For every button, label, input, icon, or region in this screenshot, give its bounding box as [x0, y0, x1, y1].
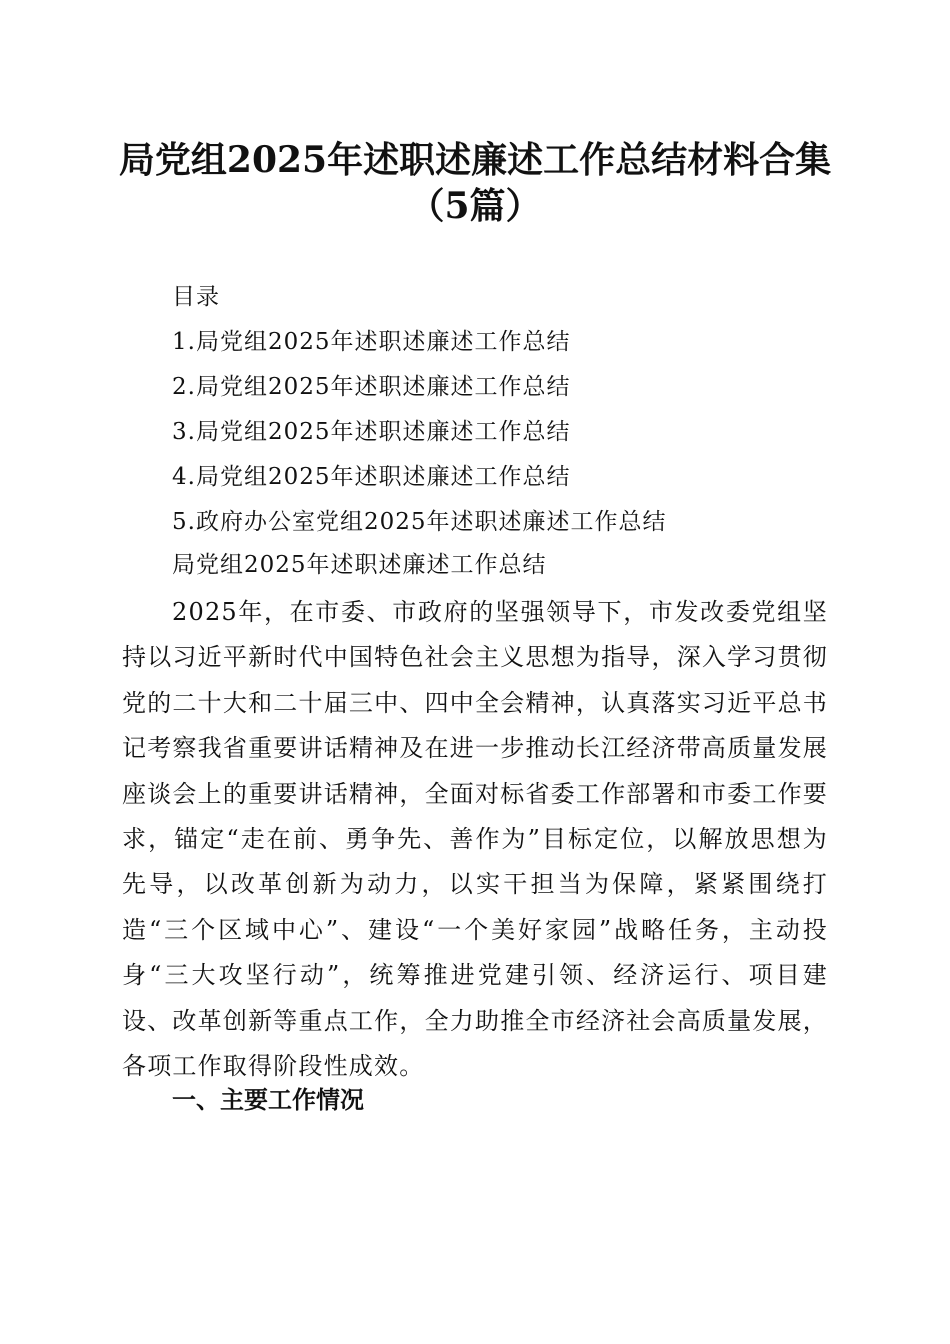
- toc-item: 2.局党组2025年述职述廉述工作总结: [172, 374, 571, 400]
- toc-item: 5.政府办公室党组2025年述职述廉述工作总结: [172, 509, 667, 535]
- toc-heading: 目录: [172, 284, 220, 310]
- toc-item: 1.局党组2025年述职述廉述工作总结: [172, 329, 571, 355]
- document-title: 局党组2025年述职述廉述工作总结材料合集: [118, 139, 832, 181]
- document-title-subtitle: （5篇）: [408, 185, 542, 227]
- body-paragraph: 2025年，在市委、市政府的坚强领导下，市发改委党组坚持以习近平新时代中国特色社会主义思想为指导，深入学习贯彻党的二十大和二十届三中、四中全会精神，认真落实习近平总书记考察我省重要讲话精神及在进一步推动长江经济带高质量发展座谈会上的重要讲话精神，全面对标省委工作部署和市委工作要求，锚定“走在前、勇争先、善作为”目标定位，以解放思想为先导，以改革创新为动力，以实干担当为保障，紧紧围绕打造“三个区域中心”、建设“一个美好家园”战略任务，主动投身“三大攻坚行动”，统筹推进党建引领、经济运行、项目建设、改革创新等重点工作，全力助推全市经济社会高质量发展，各项工作取得阶段性成效。: [122, 598, 828, 1081]
- article-title: 局党组2025年述职述廉述工作总结: [172, 552, 547, 578]
- toc-item: 3.局党组2025年述职述廉述工作总结: [172, 419, 571, 445]
- toc-item: 4.局党组2025年述职述廉述工作总结: [172, 464, 571, 490]
- section-heading: 一、主要工作情况: [172, 1086, 364, 1114]
